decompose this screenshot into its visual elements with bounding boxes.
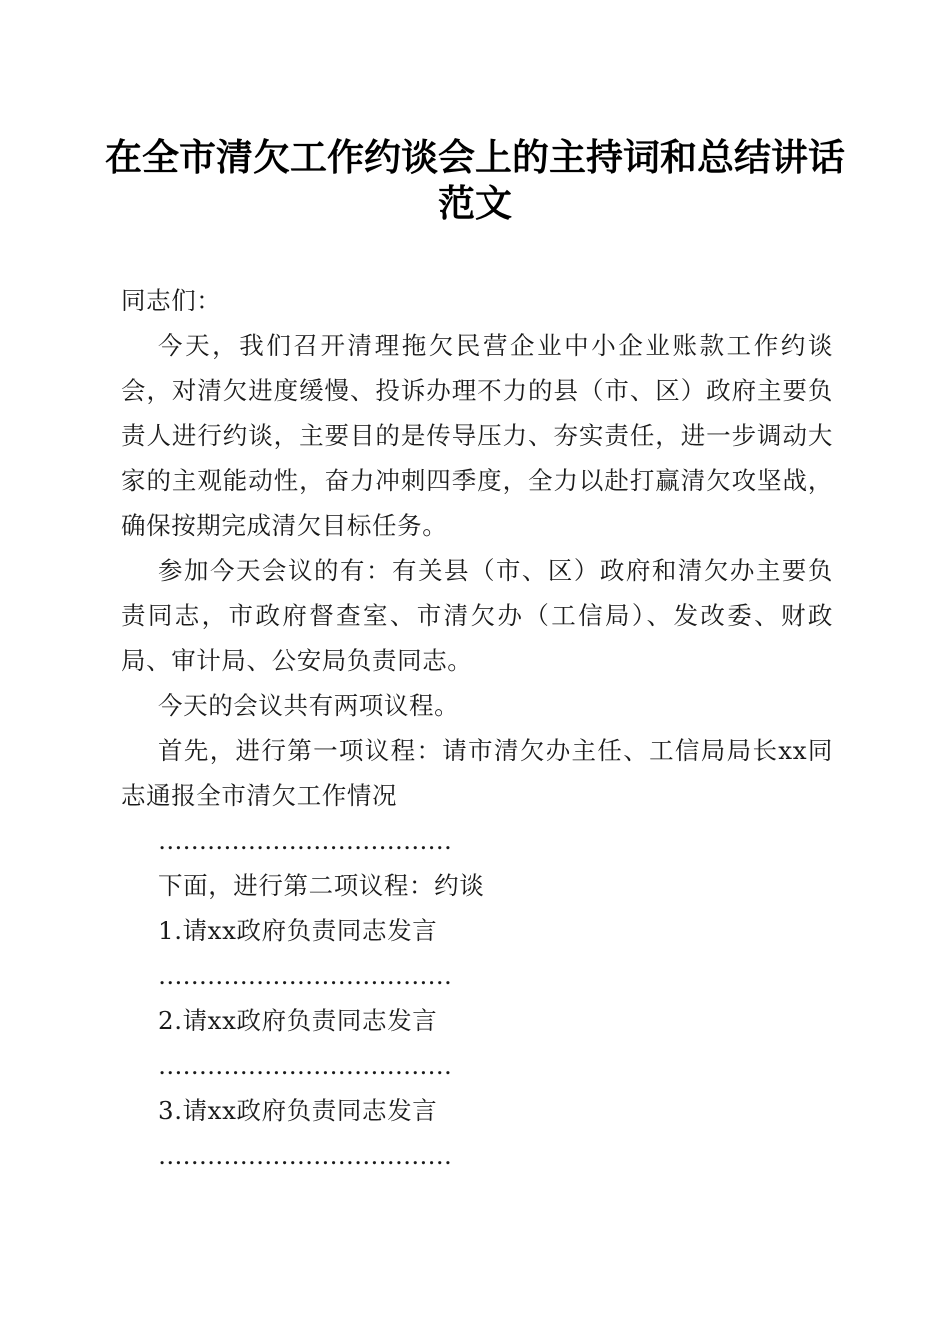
speaker-item: 2.请xx政府负责同志发言	[158, 1006, 438, 1035]
ellipsis-line: ………………………………	[158, 961, 452, 990]
ellipsis-line: ………………………………	[158, 1051, 452, 1080]
document-body	[121, 278, 833, 1178]
salutation: 同志们：	[121, 286, 222, 315]
paragraph-agenda-one: 首先，进行第一项议程：请市清欠办主任、工信局局长xx同志通报全市清欠工作情况	[121, 736, 833, 810]
paragraph-attendees: 参加今天会议的有：有关县（市、区）政府和清欠办主要负责同志，市政府督查室、市清欠办（工信局）、发改委、财政局、审计局、公安局负责同志。	[121, 556, 833, 675]
ellipsis-line: ………………………………	[158, 826, 452, 855]
paragraph-agenda-two: 下面，进行第二项议程：约谈	[158, 871, 485, 900]
speaker-item: 1.请xx政府负责同志发言	[158, 916, 438, 945]
document-title: 在全市清欠工作约谈会上的主持词和总结讲话范文	[105, 135, 845, 225]
paragraph-agenda-count: 今天的会议共有两项议程。	[158, 691, 460, 720]
paragraph-opening: 今天，我们召开清理拖欠民营企业中小企业账款工作约谈会，对清欠进度缓慢、投诉办理不力的县（市、区）政府主要负责人进行约谈，主要目的是传导压力、夯实责任，进一步调动大家的主观能动性，奋力冲刺四季度，全力以赴打赢清欠攻坚战，确保按期完成清欠目标任务。	[121, 331, 833, 540]
speaker-item: 3.请xx政府负责同志发言	[158, 1096, 438, 1125]
ellipsis-line: ………………………………	[158, 1141, 452, 1170]
